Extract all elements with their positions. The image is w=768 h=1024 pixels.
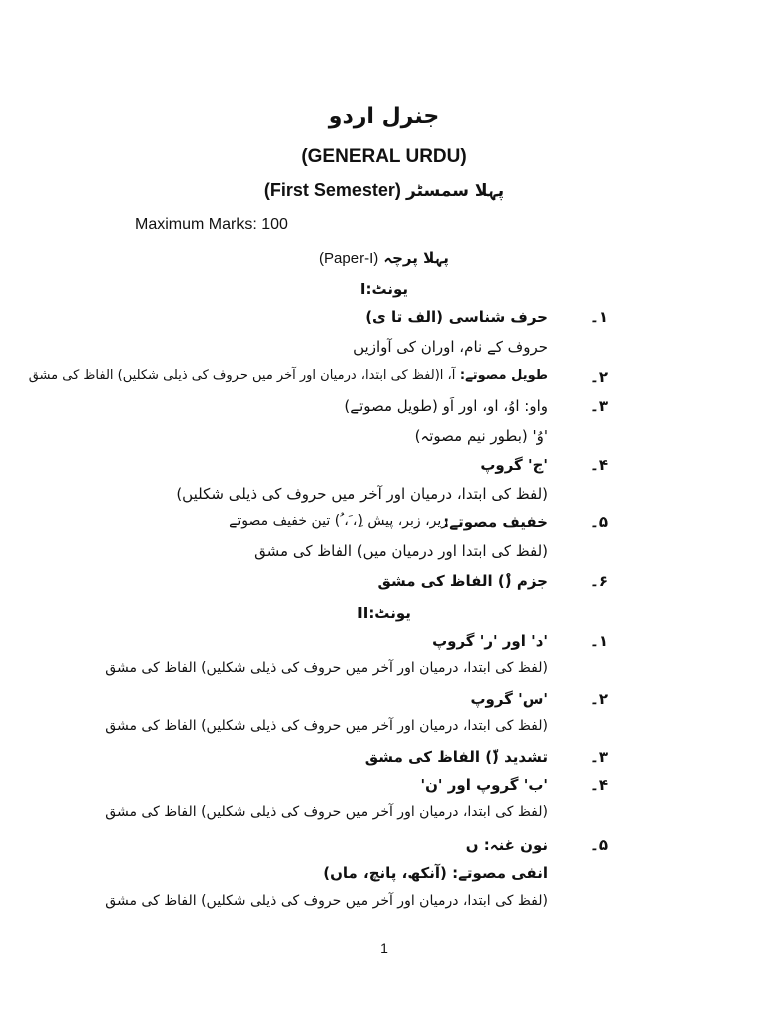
item-number: ۵۔ — [590, 513, 608, 531]
paper-urdu: پہلا پرچہ — [383, 249, 449, 267]
maximum-marks: Maximum Marks: 100 — [135, 216, 288, 233]
semester-english: (First Semester) — [263, 180, 401, 200]
item-title: 'ج' گروپ — [480, 456, 548, 474]
item-title: 'د' اور 'ر' گروپ — [432, 632, 548, 650]
item-title: نون غنہ: ں — [465, 836, 548, 854]
item-title: تشدید (ّ) الفاظ کی مشق — [364, 748, 548, 766]
unit-2-heading: یونٹ:II — [357, 604, 411, 622]
item-title: طویل مصوتے: آ، ا(لفظ کی ابتدا، درمیان اور آخر میں حروف کی ذیلی شکلیں) الفاظ کی مشق — [28, 368, 548, 383]
paper-english: (Paper-I) — [319, 250, 379, 267]
item-number: ۳۔ — [590, 748, 608, 766]
title-urdu: جنرل اردو — [328, 104, 440, 129]
item-subtext: انفی مصوتے: (آنکھ، پانچ، ماں) — [323, 864, 548, 882]
item-number: ۲۔ — [590, 690, 608, 708]
item-number: ۴۔ — [590, 776, 608, 794]
semester-urdu: پہلا سمسٹر — [406, 181, 505, 201]
item-subtext: (لفظ کی ابتدا، درمیان اور آخر میں حروف کی ذیلی شکلیں) الفاظ کی مشق — [105, 718, 548, 734]
item-subtext: 'وُ' (بطور نیم مصوتہ) — [414, 427, 548, 445]
item-number: ۱۔ — [590, 632, 608, 650]
item-title: واو: اوُ، او، اور اَو (طویل مصوتے) — [344, 397, 548, 415]
semester-heading — [0, 180, 768, 201]
item-title: 'س' گروپ — [470, 690, 548, 708]
page-number: 1 — [380, 940, 388, 956]
item-title: 'ب' گروپ اور 'ن' — [420, 776, 548, 794]
item-subtext: (لفظ کی ابتدا اور درمیان میں) الفاظ کی مشق — [254, 542, 548, 560]
item-number: ۳۔ — [590, 397, 608, 415]
title-english: (GENERAL URDU) — [301, 146, 467, 167]
item-subtext: (لفظ کی ابتدا، درمیان اور آخر میں حروف کی ذیلی شکلیں) الفاظ کی مشق — [105, 804, 548, 820]
item-title: خفیف مصوتے: — [443, 513, 548, 531]
unit-1-heading: یونٹ:I — [359, 280, 409, 298]
item-title: جزم (ْ) الفاظ کی مشق — [377, 572, 548, 590]
item-number: ۱۔ — [590, 308, 608, 326]
item-subtext: (لفظ کی ابتدا، درمیان اور آخر میں حروف کی ذیلی شکلیں) — [176, 485, 548, 503]
paper-heading — [0, 248, 768, 267]
item-title: حرف شناسی — [448, 308, 548, 326]
item-number: ۲۔ — [590, 368, 608, 386]
item-number: ۴۔ — [590, 456, 608, 474]
item-subtext: (لفظ کی ابتدا، درمیان اور آخر میں حروف کی ذیلی شکلیں) الفاظ کی مشق — [105, 660, 548, 676]
item-extra: زیر، زبر، پیش (ِ، َ، ُ) تین خفیف مصوتے — [229, 513, 448, 529]
item-subtext: (لفظ کی ابتدا، درمیان اور آخر میں حروف کی ذیلی شکلیں) الفاظ کی مشق — [105, 893, 548, 909]
item-extra: (الف تا ی) — [365, 308, 443, 326]
item-number: ۵۔ — [590, 836, 608, 854]
item-number: ۶۔ — [590, 572, 608, 590]
item-subtext: حروف کے نام، اوران کی آوازیں — [353, 338, 548, 356]
